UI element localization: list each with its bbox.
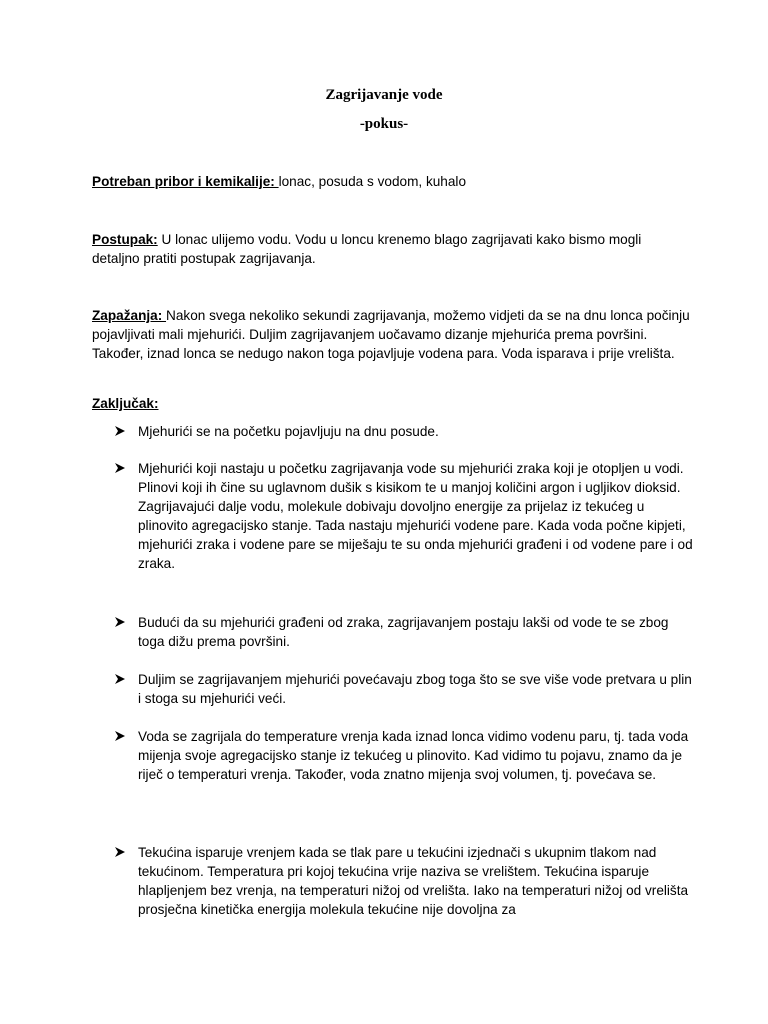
- arrowhead-bullet-icon: [114, 613, 130, 632]
- conclusion-text: Budući da su mjehurići građeni od zraka, zagrijavanjem postaju lakši od vode te se zbog toga dižu prema površini.: [138, 615, 669, 649]
- arrowhead-bullet-icon: [114, 670, 130, 689]
- conclusion-text: Mjehurići se na početku pojavljuju na dnu posude.: [138, 424, 439, 439]
- procedure-text: U lonac ulijemo vodu. Vodu u loncu krenemo blago zagrijavati kako bismo mogli detaljno pratiti postupak zagrijavanja.: [92, 232, 642, 266]
- conclusion-text: Tekućina isparuje vrenjem kada se tlak pare u tekućini izjednači s ukupnim tlakom nad tekućinom. Temperatura pri kojoj tekućina vrije naziva se vrelištem. Tekućina isparuje hlapljenjem bez vrenja, na temperaturi nižoj od vrelišta. Iako na temperaturi nižoj od vrelišta prosječna kinetička energija molekula tekućine nije dovoljna za: [138, 845, 689, 917]
- equipment-text: lonac, posuda s vodom, kuhalo: [278, 174, 467, 189]
- document-title: Zagrijavanje vode: [325, 87, 443, 103]
- conclusion-text: Mjehurići koji nastaju u početku zagrijavanja vode su mjehurići zraka koji je otopljen u vodi. Plinovi koji ih čine su uglavnom dušik s kisikom te u manjoj količini argon i ugljikov dioksid. Zagrijavajući dalje vodu, molekule dobivaju dovoljno energije za prijelaz iz tekućeg u plinovito agregacijsko stanje. Tada nastaju mjehurići vodene pare. Kada voda počne kipjeti, mjehurići zraka i vodene pare se miješaju te su onda mjehurići građeni i od vodene pare i od zraka.: [138, 461, 693, 571]
- list-item: [114, 843, 694, 919]
- conclusion-label: Zaključak:: [92, 396, 159, 411]
- arrowhead-bullet-icon: [114, 727, 130, 746]
- list-item: [114, 422, 694, 441]
- conclusion-text: Duljim se zagrijavanjem mjehurići povećavaju zbog toga što se sve više vode pretvara u plin i stoga su mjehurići veći.: [138, 672, 692, 706]
- list-item: [114, 670, 694, 708]
- observations-text: Nakon svega nekoliko sekundi zagrijavanja, možemo vidjeti da se na dnu lonca počinju pojavljivati mali mjehurići. Duljim zagrijavanjem uočavamo dizanje mjehurića prema površini. Također, iznad lonca se nedugo nakon toga pojavljuje vodena para. Voda isparava i prije vrelišta.: [92, 308, 690, 361]
- observations-paragraph: [92, 306, 692, 363]
- arrowhead-bullet-icon: [114, 422, 130, 441]
- equipment-paragraph: [92, 172, 692, 191]
- conclusion-text: Voda se zagrijala do temperature vrenja kada iznad lonca vidimo vodenu paru, tj. tada voda mijenja svoje agregacijsko stanje iz tekućeg u plinovito. Kad vidimo tu pojavu, znamo da je riječ o temperaturi vrenja. Također, voda znatno mijenja svoj volumen, tj. povećava se.: [138, 729, 689, 782]
- arrowhead-bullet-icon: [114, 843, 130, 862]
- list-item: [114, 727, 694, 784]
- equipment-label: Potreban pribor i kemikalije:: [92, 174, 279, 189]
- observations-label: Zapažanja:: [92, 308, 167, 323]
- document-subtitle: -pokus-: [359, 116, 409, 132]
- procedure-paragraph: [92, 230, 692, 268]
- conclusion-heading: [92, 394, 692, 413]
- list-item: [114, 613, 694, 651]
- procedure-label: Postupak:: [92, 232, 158, 247]
- arrowhead-bullet-icon: [114, 459, 130, 478]
- list-item: [114, 459, 694, 573]
